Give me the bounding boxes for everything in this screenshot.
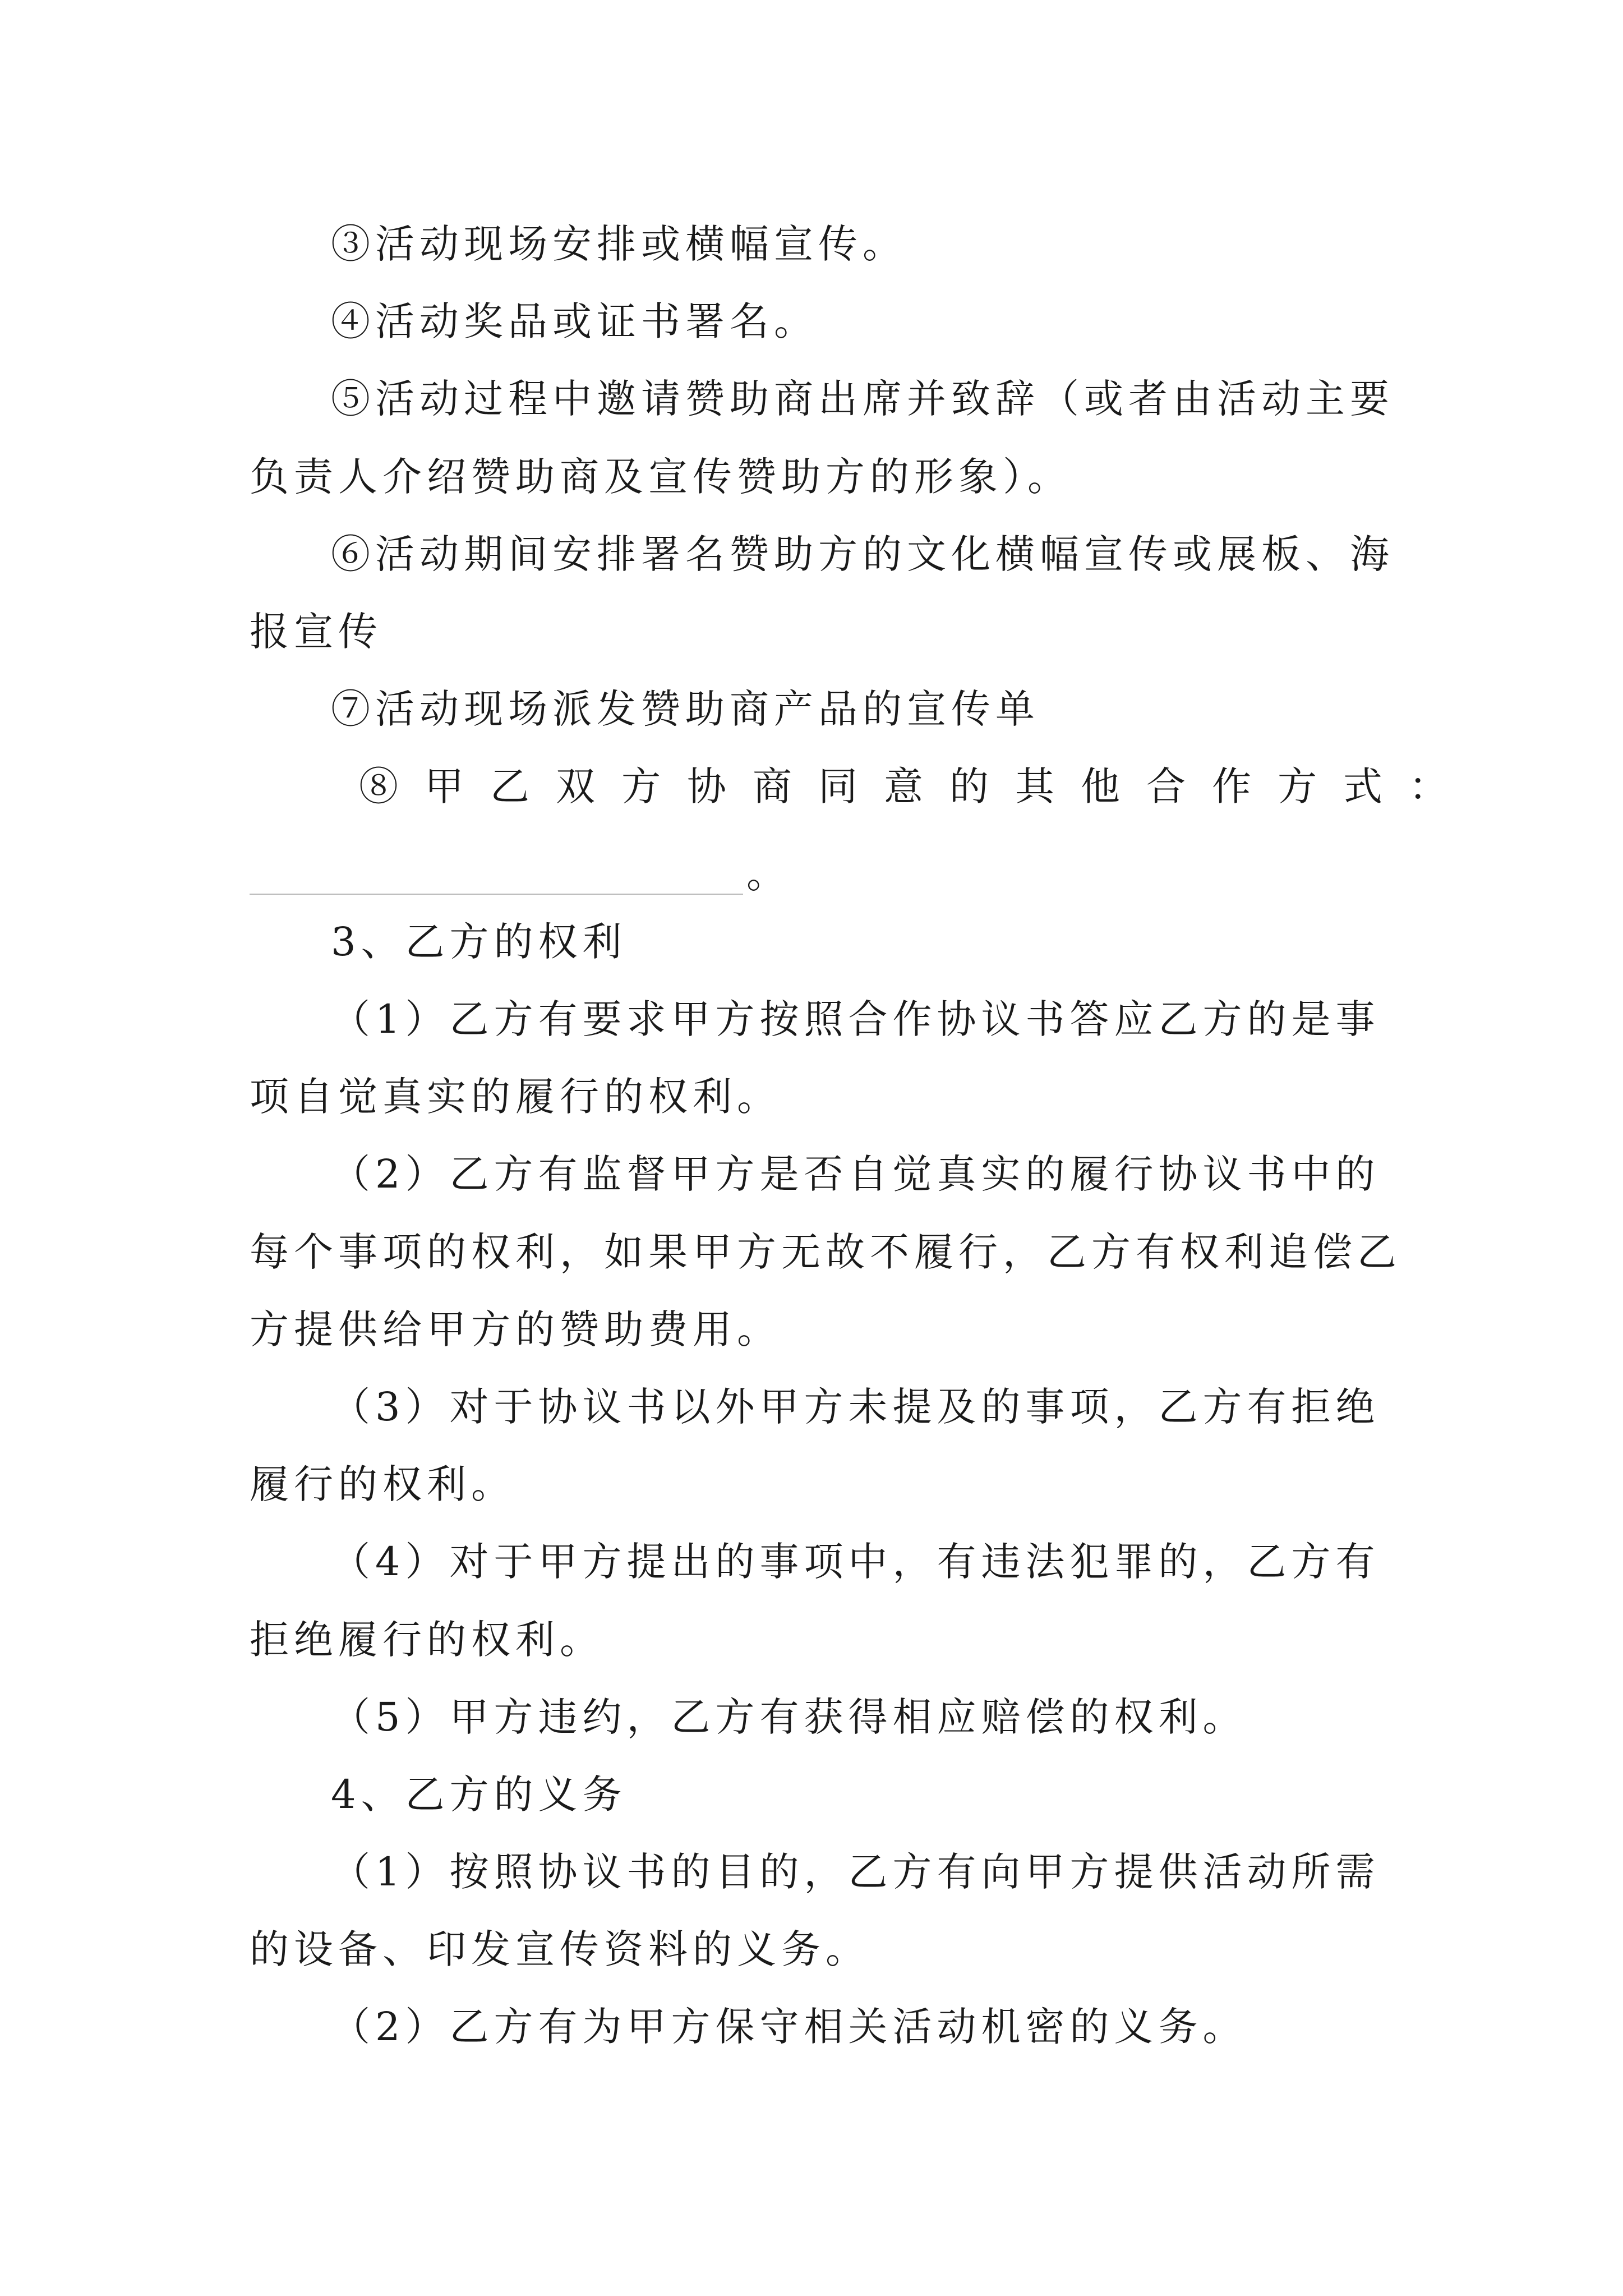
- blank-period: 。: [746, 851, 786, 897]
- item-5-line-1: ⑤活动过程中邀请赞助商出席并致辞（或者由活动主要: [331, 376, 1394, 422]
- fill-in-blank-row: [250, 846, 786, 902]
- right-4-line-1: （4）对于甲方提出的事项中，有违法犯罪的，乙方有: [331, 1539, 1380, 1585]
- item-5-line-2: 负责人介绍赞助商及宣传赞助方的形象）。: [250, 454, 1072, 500]
- item-6-line-2: 报宣传: [250, 609, 382, 655]
- duty-2: （2）乙方有为甲方保守相关活动机密的义务。: [331, 2004, 1247, 2050]
- section-3-heading: 3、乙方的权利: [331, 919, 627, 965]
- section-4-heading: 4、乙方的义务: [331, 1772, 627, 1818]
- item-6-line-1: ⑥活动期间安排署名赞助方的文化横幅宣传或展板、海: [331, 531, 1394, 577]
- right-1-line-1: （1）乙方有要求甲方按照合作协议书答应乙方的是事: [331, 996, 1380, 1042]
- item-3-activity-banner: ③活动现场安排或横幅宣传。: [331, 221, 907, 267]
- right-3-line-1: （3）对于协议书以外甲方未提及的事项，乙方有拒绝: [331, 1384, 1380, 1430]
- right-3-line-2: 履行的权利。: [250, 1461, 515, 1507]
- item-8-other-cooperation: ⑧甲乙双方协商同意的其他合作方式：: [359, 763, 1474, 809]
- fill-in-blank-line: [250, 894, 743, 895]
- duty-1-line-2: 的设备、印发宣传资料的义务。: [250, 1926, 870, 1972]
- duty-1-line-1: （1）按照协议书的目的，乙方有向甲方提供活动所需: [331, 1849, 1380, 1895]
- item-7-flyers: ⑦活动现场派发赞助商产品的宣传单: [331, 686, 1040, 732]
- right-2-line-3: 方提供给甲方的赞助费用。: [250, 1306, 781, 1352]
- item-4-prize-certificate: ④活动奖品或证书署名。: [331, 298, 818, 344]
- right-5: （5）甲方违约，乙方有获得相应赔偿的权利。: [331, 1694, 1247, 1740]
- right-4-line-2: 拒绝履行的权利。: [250, 1617, 604, 1663]
- right-2-line-2: 每个事项的权利，如果甲方无故不履行，乙方有权利追偿乙: [250, 1229, 1401, 1275]
- right-2-line-1: （2）乙方有监督甲方是否自觉真实的履行协议书中的: [331, 1151, 1380, 1197]
- right-1-line-2: 项自觉真实的履行的权利。: [250, 1074, 781, 1120]
